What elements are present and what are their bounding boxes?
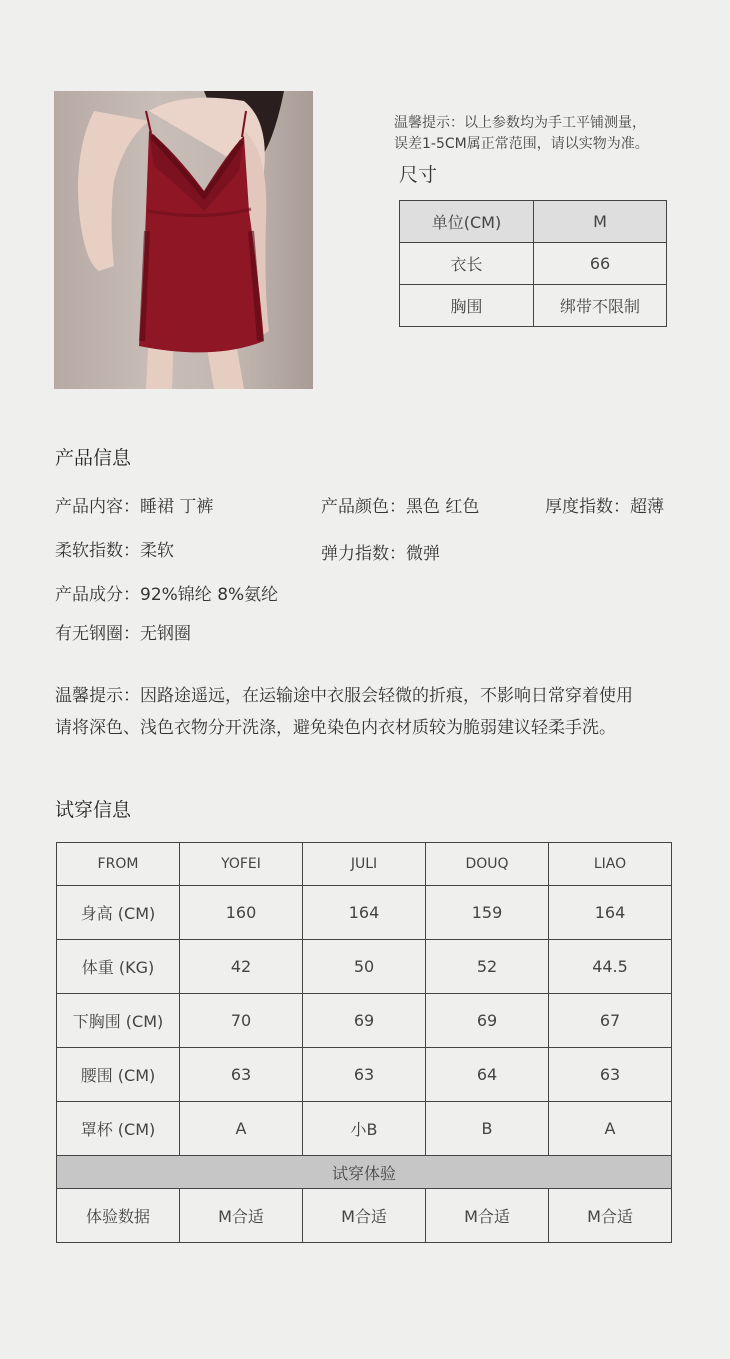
tryon-cell: M合适 [303, 1189, 426, 1243]
tryon-cell: 67 [549, 994, 672, 1048]
tryon-cell: 52 [426, 940, 549, 994]
tryon-cell: 164 [549, 886, 672, 940]
size-cell: 衣长 [400, 243, 534, 285]
tryon-cell: 64 [426, 1048, 549, 1102]
size-cell: 单位(CM) [400, 201, 534, 243]
tryon-header-cell: DOUQ [426, 843, 549, 886]
care-notice [55, 680, 633, 744]
tryon-cell: 体重 (KG) [57, 940, 180, 994]
tryon-cell: 42 [180, 940, 303, 994]
size-table-row [400, 201, 667, 243]
size-cell: 66 [534, 243, 667, 285]
tryon-cell: 63 [549, 1048, 672, 1102]
tryon-header-cell: YOFEI [180, 843, 303, 886]
tryon-cell: B [426, 1102, 549, 1156]
size-table-row [400, 285, 667, 327]
info-thickness: 厚度指数：超薄 [545, 497, 664, 517]
tryon-cell: M合适 [180, 1189, 303, 1243]
tryon-cell: M合适 [549, 1189, 672, 1243]
tryon-row [57, 1102, 672, 1156]
size-cell: 胸围 [400, 285, 534, 327]
care-notice-line1: 温馨提示：因路途遥远，在运输途中衣服会轻微的折痕，不影响日常穿着使用 [55, 686, 633, 706]
tryon-table [56, 842, 672, 1243]
tryon-band-label: 试穿体验 [57, 1156, 672, 1189]
tryon-row [57, 1048, 672, 1102]
tryon-cell: 160 [180, 886, 303, 940]
info-composition: 产品成分：92%锦纶 8%氨纶 [55, 585, 279, 605]
care-notice-line2: 请将深色、浅色衣物分开洗涤，避免染色内衣材质较为脆弱建议轻柔手洗。 [55, 718, 616, 738]
tryon-cell: 63 [303, 1048, 426, 1102]
tryon-cell: 小B [303, 1102, 426, 1156]
tryon-cell: 腰围 (CM) [57, 1048, 180, 1102]
tryon-cell: A [180, 1102, 303, 1156]
tryon-cell: 50 [303, 940, 426, 994]
info-content: 产品内容：睡裙 丁裤 [55, 497, 214, 517]
size-cell: 绑带不限制 [534, 285, 667, 327]
tryon-band-row [57, 1156, 672, 1189]
tryon-cell: 159 [426, 886, 549, 940]
tryon-cell: 下胸围 (CM) [57, 994, 180, 1048]
size-cell: M [534, 201, 667, 243]
info-elasticity: 弹力指数：微弹 [321, 544, 440, 564]
info-underwire: 有无钢圈：无钢圈 [55, 624, 191, 644]
tryon-header-row [57, 843, 672, 886]
tryon-header-cell: LIAO [549, 843, 672, 886]
info-softness: 柔软指数：柔软 [55, 541, 174, 561]
tryon-row [57, 994, 672, 1048]
tryon-cell: 44.5 [549, 940, 672, 994]
info-color: 产品颜色：黑色 红色 [321, 497, 480, 517]
tryon-cell: A [549, 1102, 672, 1156]
size-note-line2: 误差1-5CM属正常范围，请以实物为准。 [394, 136, 649, 152]
tryon-row [57, 886, 672, 940]
size-title: 尺寸 [399, 164, 438, 186]
tryon-cell: 63 [180, 1048, 303, 1102]
product-photo [54, 91, 313, 389]
tryon-header-cell: FROM [57, 843, 180, 886]
tryon-experience-row [57, 1189, 672, 1243]
tryon-cell: 70 [180, 994, 303, 1048]
tryon-cell: 69 [303, 994, 426, 1048]
size-table-row [400, 243, 667, 285]
tryon-row [57, 940, 672, 994]
size-note-line1: 温馨提示：以上参数均为手工平铺测量， [394, 115, 646, 131]
tryon-title: 试穿信息 [55, 799, 132, 821]
tryon-cell: M合适 [426, 1189, 549, 1243]
tryon-header-cell: JULI [303, 843, 426, 886]
tryon-cell: 体验数据 [57, 1189, 180, 1243]
size-note [394, 113, 694, 155]
tryon-cell: 罩杯 (CM) [57, 1102, 180, 1156]
tryon-cell: 身高 (CM) [57, 886, 180, 940]
tryon-cell: 69 [426, 994, 549, 1048]
size-table [399, 200, 667, 327]
tryon-cell: 164 [303, 886, 426, 940]
product-info-title: 产品信息 [55, 447, 132, 469]
